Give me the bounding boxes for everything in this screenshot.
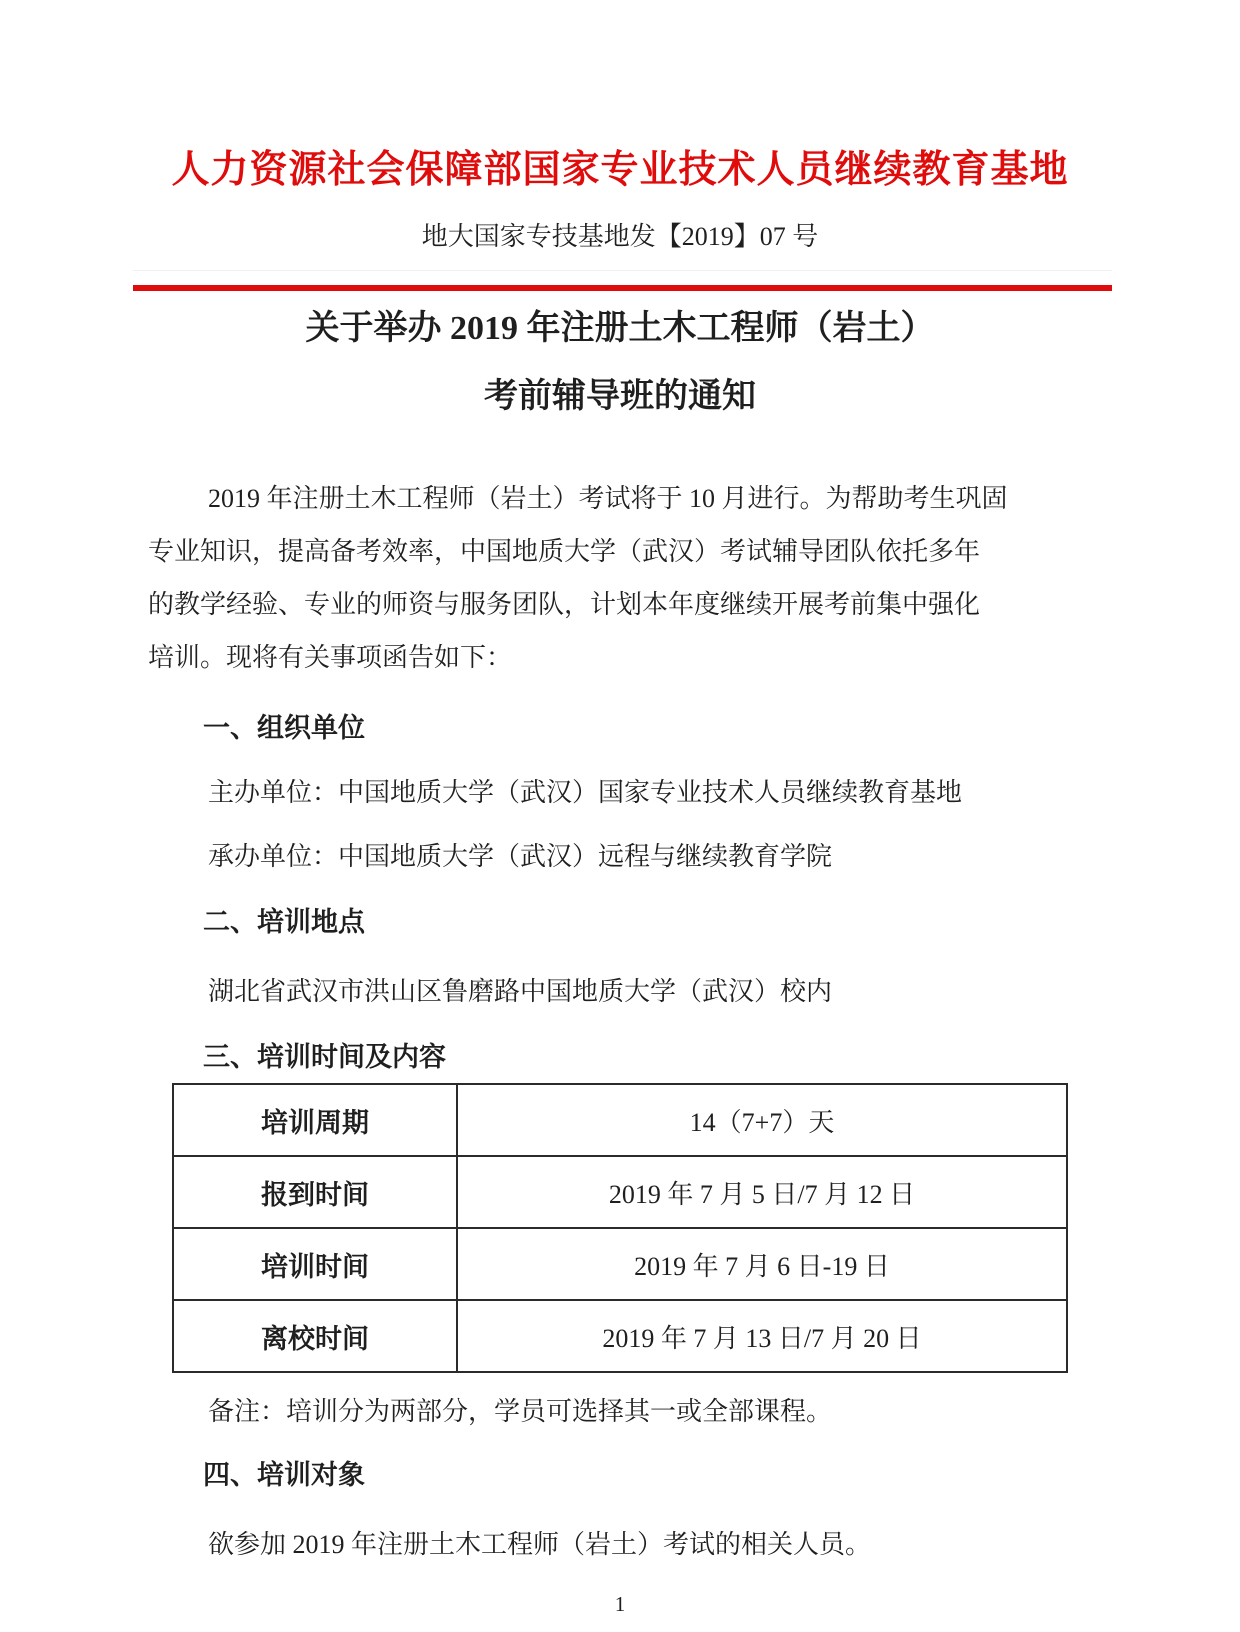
page-number: 1 <box>614 1592 626 1616</box>
section3-heading: 三、培训时间及内容 <box>203 1042 446 1072</box>
row-value: 14（7+7）天 <box>457 1084 1067 1156</box>
letterhead-org-title: 人力资源社会保障部国家专业技术人员继续教育基地 <box>171 149 1069 191</box>
section4-heading: 四、培训对象 <box>203 1460 365 1490</box>
table-row-departure-time <box>173 1300 1067 1372</box>
intro-line: 专业知识，提高备考效率，中国地质大学（武汉）考试辅导团队依托多年 <box>148 537 981 566</box>
row-label: 培训时间 <box>173 1228 457 1300</box>
intro-line: 2019 年注册土木工程师（岩土）考试将于 10 月进行。为帮助考生巩固 <box>208 484 1008 513</box>
schedule-note: 备注：培训分为两部分，学员可选择其一或全部课程。 <box>208 1397 833 1426</box>
training-schedule-table <box>172 1083 1068 1373</box>
section4-audience-line: 欲参加 2019 年注册土木工程师（岩土）考试的相关人员。 <box>208 1530 872 1559</box>
row-value: 2019 年 7 月 6 日-19 日 <box>457 1228 1067 1300</box>
letterhead-red-divider <box>133 285 1112 291</box>
table-row-training-time <box>173 1228 1067 1300</box>
intro-paragraph <box>148 472 1100 684</box>
section1-heading: 一、组织单位 <box>203 713 365 743</box>
table-row-training-period <box>173 1084 1067 1156</box>
row-label: 离校时间 <box>173 1300 457 1372</box>
table-row-registration-time <box>173 1156 1067 1228</box>
section2-heading: 二、培训地点 <box>203 907 365 937</box>
row-label: 报到时间 <box>173 1156 457 1228</box>
section2-location-line: 湖北省武汉市洪山区鲁磨路中国地质大学（武汉）校内 <box>208 977 833 1006</box>
intro-line: 培训。现将有关事项函告如下： <box>148 643 513 672</box>
notice-title-line1: 关于举办 2019 年注册土木工程师（岩土） <box>305 310 935 347</box>
faint-divider <box>133 270 1112 271</box>
row-value: 2019 年 7 月 5 日/7 月 12 日 <box>457 1156 1067 1228</box>
row-label: 培训周期 <box>173 1084 457 1156</box>
document-number: 地大国家专技基地发【2019】07 号 <box>421 222 819 251</box>
notice-title-line2: 考前辅导班的通知 <box>484 378 756 415</box>
intro-line: 的教学经验、专业的师资与服务团队，计划本年度继续开展考前集中强化 <box>148 590 981 619</box>
section1-host-line: 主办单位：中国地质大学（武汉）国家专业技术人员继续教育基地 <box>208 778 963 807</box>
row-value: 2019 年 7 月 13 日/7 月 20 日 <box>457 1300 1067 1372</box>
section1-organizer-line: 承办单位：中国地质大学（武汉）远程与继续教育学院 <box>208 842 833 871</box>
